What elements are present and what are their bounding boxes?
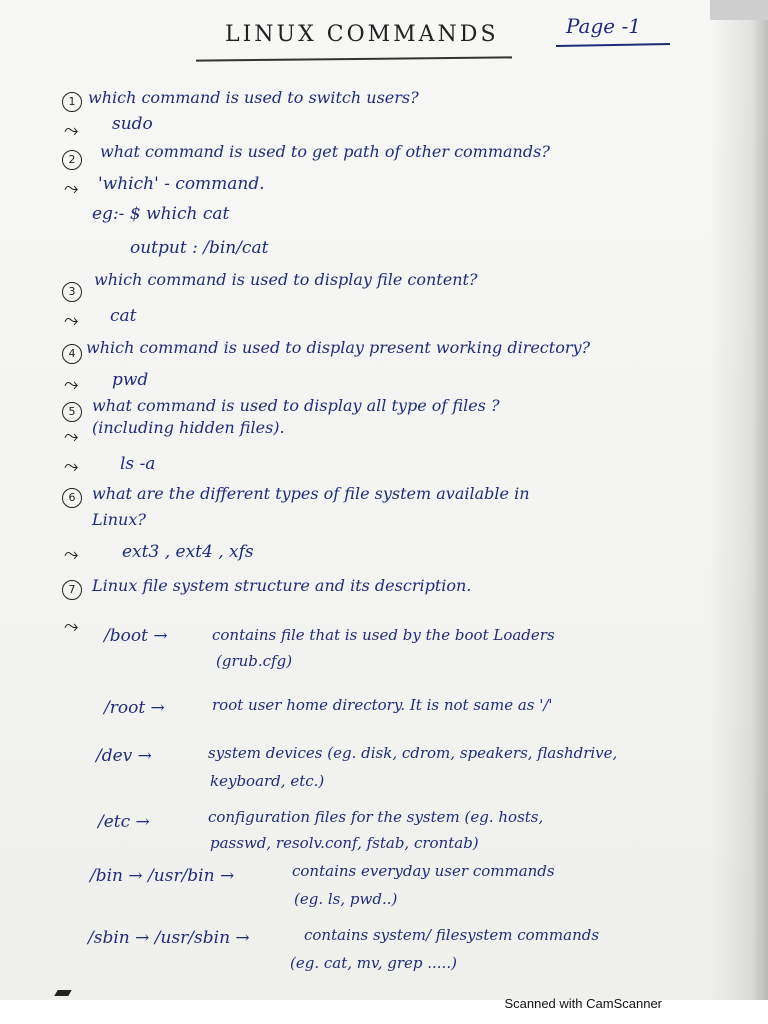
fs-path: /boot →	[104, 626, 168, 646]
fs-path: /etc →	[98, 812, 150, 832]
question-number: 2	[62, 150, 82, 170]
question-text: which command is used to display file content?	[94, 270, 478, 289]
answer-arrow-icon: ⤳	[64, 120, 79, 141]
fs-description-continued: (eg. ls, pwd..)	[294, 890, 398, 908]
answer-arrow-icon: ⤳	[64, 616, 79, 637]
page-edge-shadow	[710, 0, 768, 1000]
question-number: 3	[62, 282, 82, 302]
answer-text: cat	[110, 306, 137, 326]
fs-description: root user home directory. It is not same as '/'	[212, 696, 553, 714]
fs-description-continued: (grub.cfg)	[216, 652, 293, 670]
answer-text: 'which' - command.	[98, 174, 265, 194]
question-text: what are the different types of file system available in	[92, 484, 530, 503]
question-number: 7	[62, 580, 82, 600]
fs-description: contains file that is used by the boot Loaders	[212, 626, 555, 644]
fs-description-continued: passwd, resolv.conf, fstab, crontab)	[210, 834, 479, 852]
answer-arrow-icon: ⤳	[64, 456, 79, 477]
answer-text: pwd	[112, 370, 149, 390]
answer-arrow-icon: ⤳	[64, 374, 79, 395]
fs-description-continued: keyboard, etc.)	[210, 772, 325, 790]
scanner-watermark: Scanned with CamScanner	[504, 996, 662, 1011]
answer-arrow-icon: ⤳	[64, 544, 79, 565]
question-text: what command is used to get path of other commands?	[100, 142, 550, 161]
answer-arrow-icon: ⤳	[64, 310, 79, 331]
fs-description-continued: (eg. cat, mv, grep .....)	[290, 954, 457, 972]
example-text: eg:- $ which cat	[92, 204, 230, 224]
answer-text: ext3 , ext4 , xfs	[122, 542, 254, 562]
fs-path: /root →	[104, 698, 165, 718]
question-number: 1	[62, 92, 82, 112]
fs-path: /bin → /usr/bin →	[90, 866, 235, 886]
question-number: 5	[62, 402, 82, 422]
question-text-continued: Linux?	[92, 510, 146, 529]
fs-description: configuration files for the system (eg. hosts,	[208, 808, 544, 826]
question-text: Linux file system structure and its description.	[92, 576, 472, 595]
question-number: 6	[62, 488, 82, 508]
answer-text: ls -a	[120, 454, 156, 474]
output-text: output : /bin/cat	[130, 238, 269, 258]
question-text: what command is used to display all type of files ?	[92, 396, 500, 415]
fs-description: contains everyday user commands	[292, 862, 555, 880]
fs-description: contains system/ filesystem commands	[304, 926, 600, 944]
fs-description: system devices (eg. disk, cdrom, speakers, flashdrive,	[208, 744, 618, 762]
question-text-continued: (including hidden files).	[92, 418, 285, 437]
answer-arrow-icon: ⤳	[64, 178, 79, 199]
page-corner	[710, 0, 768, 20]
question-number: 4	[62, 344, 82, 364]
answer-arrow-icon: ⤳	[64, 426, 79, 447]
page-title: LINUX COMMANDS	[225, 22, 499, 47]
question-text: which command is used to display present working directory?	[86, 338, 591, 357]
question-text: which command is used to switch users?	[88, 88, 419, 107]
fs-path: /dev →	[96, 746, 152, 766]
fs-path: /sbin → /usr/sbin →	[88, 928, 250, 948]
page-number: Page -1	[566, 14, 641, 38]
answer-text: sudo	[112, 114, 153, 134]
